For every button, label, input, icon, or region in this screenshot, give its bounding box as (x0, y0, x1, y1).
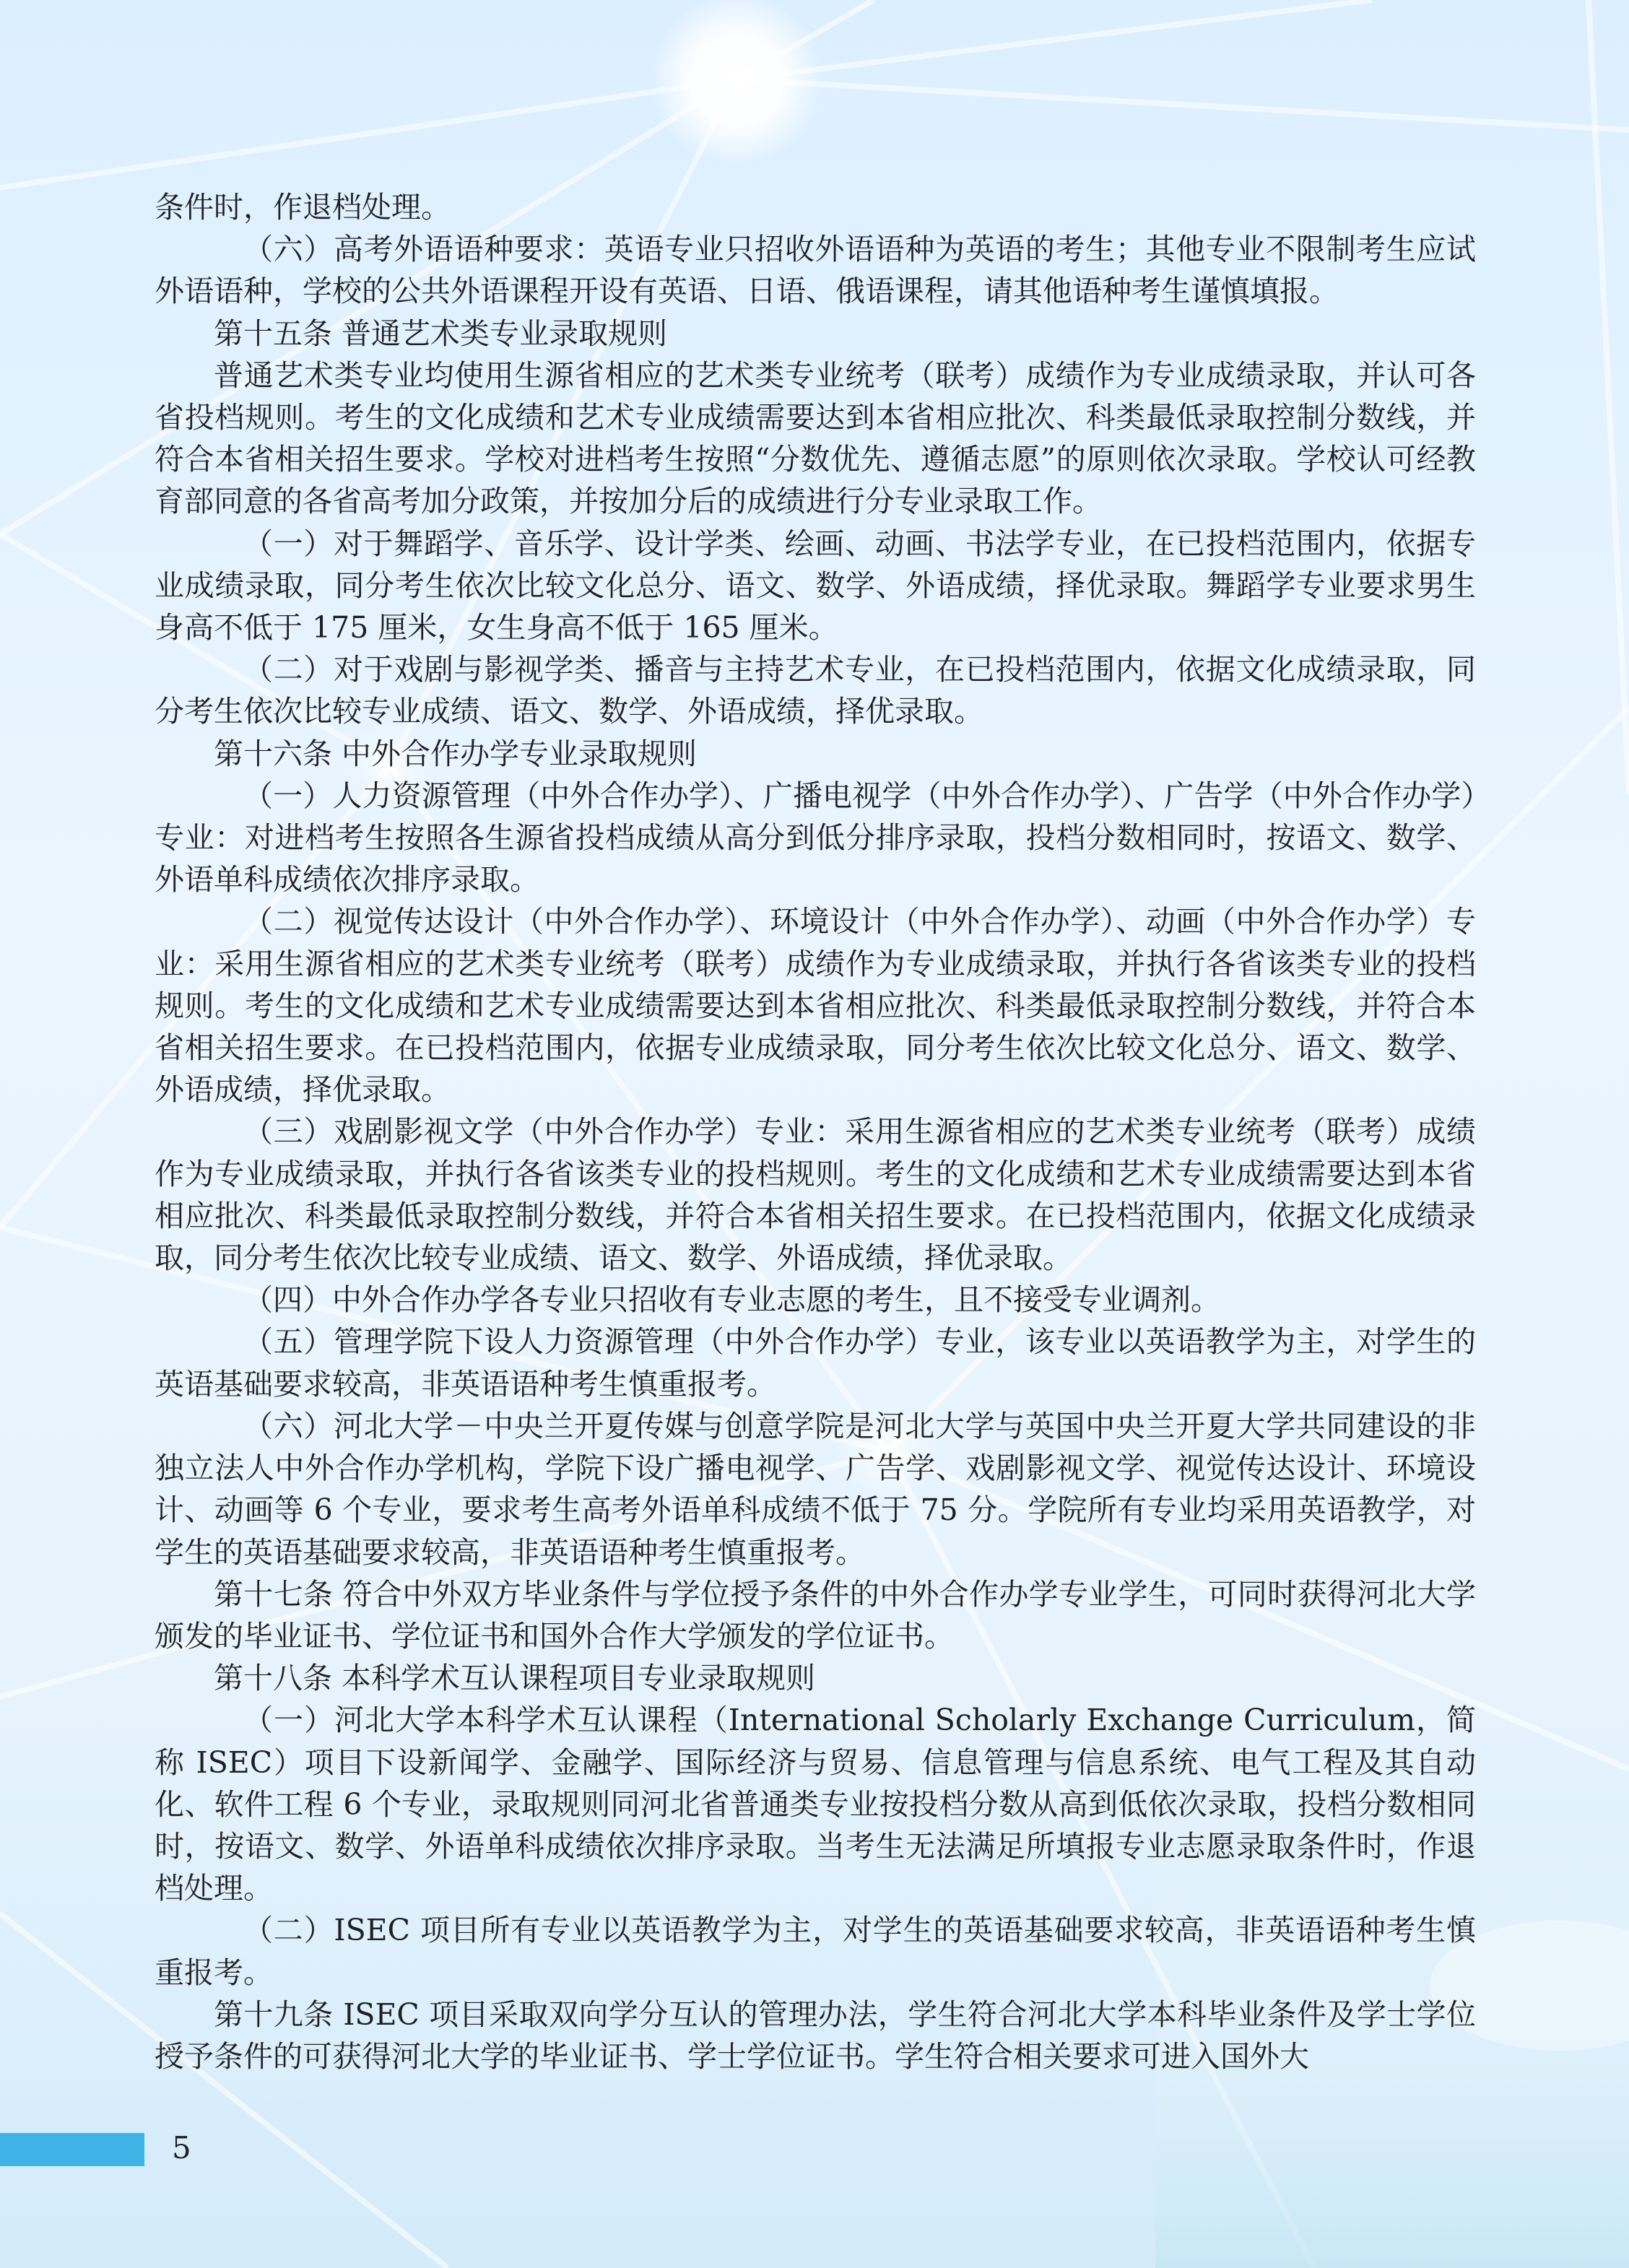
paragraph-article-17: 第十七条 符合中外双方毕业条件与学位授予条件的中外合作办学专业学生，可同时获得河北大学颁发的毕业证书、学位证书和国外合作大学颁发的学位证书。 (155, 1576, 1476, 1654)
paragraph-coop-6: （六）河北大学－中央兰开夏传媒与创意学院是河北大学与英国中央兰开夏大学共同建设的非独立法人中外合作办学机构，学院下设广播电视学、广告学、戏剧影视文学、视觉传达设计、环境设计、动画等 6 个专业，要求考生高考外语单科成绩不低于 75 分。学院所有专业均采用英语教学，对学生的英语基础要求较高，非英语语种考生慎重报考。 (155, 1408, 1476, 1570)
paragraph-isec-2: （二）ISEC 项目所有专业以英语教学为主，对学生的英语基础要求较高，非英语语种考生慎重报考。 (155, 1913, 1476, 1990)
paragraph-coop-3: （三）戏剧影视文学（中外合作办学）专业：采用生源省相应的艺术类专业统考（联考）成绩作为专业成绩录取，并执行各省该类专业的投档规则。考生的文化成绩和艺术专业成绩需要达到本省相应批次、科类最低录取控制分数线，并符合本省相关招生要求。在已投档范围内，依据文化成绩录取，同分考生依次比较专业成绩、语文、数学、外语成绩，择优录取。 (155, 1114, 1476, 1276)
page-number: 5 (172, 2130, 191, 2165)
heading-article-16: 第十六条 中外合作办学专业录取规则 (214, 736, 698, 771)
paragraph-art-1: （一）对于舞蹈学、音乐学、设计学类、绘画、动画、书法学专业，在已投档范围内，依据专业成绩录取，同分考生依次比较文化总分、语文、数学、外语成绩，择优录取。舞蹈学专业要求男生身高不低于 175 厘米，女生身高不低于 165 厘米。 (155, 526, 1476, 646)
paragraph-art-2: （二）对于戏剧与影视学类、播音与主持艺术专业，在已投档范围内，依据文化成绩录取，同分考生依次比较专业成绩、语文、数学、外语成绩，择优录取。 (155, 652, 1476, 729)
document-body (155, 186, 1476, 2077)
paragraph-withdraw-end: 条件时，作退档处理。 (155, 190, 451, 225)
paragraph-foreign-language: （六）高考外语语种要求：英语专业只招收外语语种为英语的考生；其他专业不限制考生应试外语语种，学校的公共外语课程开设有英语、日语、俄语课程，请其他语种考生谨慎填报。 (155, 232, 1476, 309)
paragraph-coop-5: （五）管理学院下设人力资源管理（中外合作办学）专业，该专业以英语教学为主，对学生的英语基础要求较高，非英语语种考生慎重报考。 (155, 1324, 1476, 1402)
heading-article-15: 第十五条 普通艺术类专业录取规则 (214, 316, 668, 351)
paragraph-isec-1: （一）河北大学本科学术互认课程（International Scholarly Exchange Curriculum，简称 ISEC）项目下设新闻学、金融学、国际经济与贸易、信息管理与信息系统、电气工程及其自动化、软件工程 6 个专业，录取规则同河北省普通类专业按投档分数从高到低依次录取，投档分数相同时，按语文、数学、外语单科成绩依次排序录取。当考生无法满足所填报专业志愿录取条件时，作退档处理。 (155, 1703, 1476, 1906)
paragraph-art-rules: 普通艺术类专业均使用生源省相应的艺术类专业统考（联考）成绩作为专业成绩录取，并认可各省投档规则。考生的文化成绩和艺术专业成绩需要达到本省相应批次、科类最低录取控制分数线，并符合本省相关招生要求。学校对进档考生按照“分数优先、遵循志愿”的原则依次录取。学校认可经教育部同意的各省高考加分政策，并按加分后的成绩进行分专业录取工作。 (155, 357, 1476, 519)
heading-article-18: 第十八条 本科学术互认课程项目专业录取规则 (214, 1661, 816, 1696)
paragraph-coop-1: （一）人力资源管理（中外合作办学）、广播电视学（中外合作办学）、广告学（中外合作办学）专业：对进档考生按照各生源省投档成绩从高分到低分排序录取，投档分数相同时，按语文、数学、外语单科成绩依次排序录取。 (155, 778, 1476, 898)
paragraph-article-19: 第十九条 ISEC 项目采取双向学分互认的管理办法，学生符合河北大学本科毕业条件及学士学位授予条件的可获得河北大学的毕业证书、学士学位证书。学生符合相关要求可进入国外大 (155, 1997, 1476, 2074)
paragraph-coop-2: （二）视觉传达设计（中外合作办学）、环境设计（中外合作办学）、动画（中外合作办学）专业：采用生源省相应的艺术类专业统考（联考）成绩作为专业成绩录取，并执行各省该类专业的投档规则。考生的文化成绩和艺术专业成绩需要达到本省相应批次、科类最低录取控制分数线，并符合本省相关招生要求。在已投档范围内，依据专业成绩录取，同分考生依次比较文化总分、语文、数学、外语成绩，择优录取。 (155, 904, 1476, 1108)
page-number-bar (0, 2133, 144, 2166)
paragraph-coop-4: （四）中外合作办学各专业只招收有专业志愿的考生，且不接受专业调剂。 (243, 1282, 1220, 1318)
